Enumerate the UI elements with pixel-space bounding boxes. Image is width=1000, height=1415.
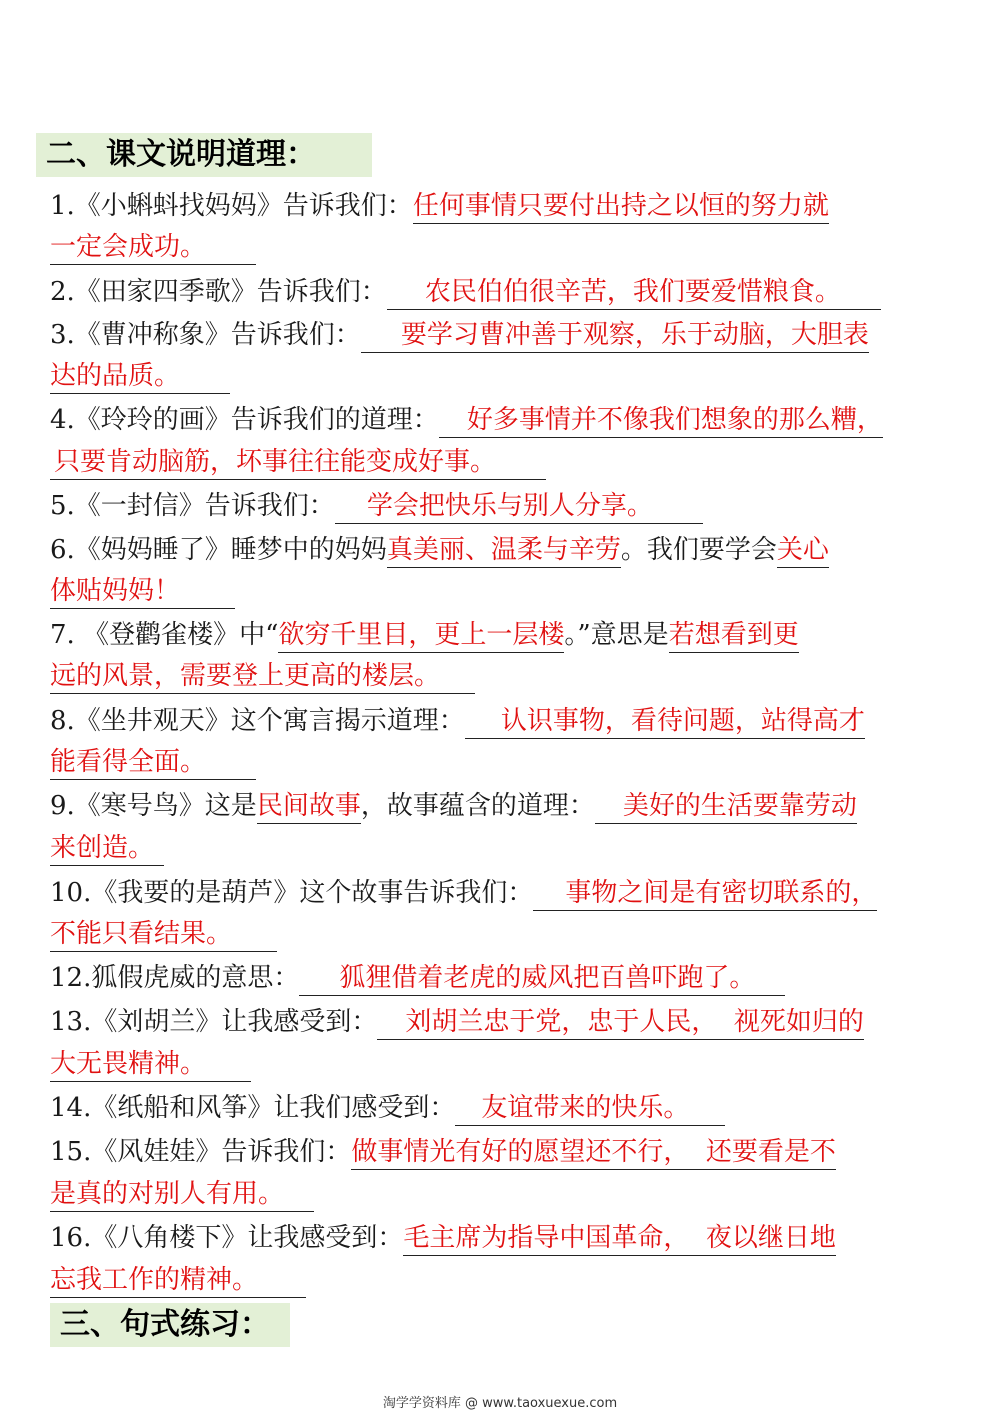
list-item-15: 15.《风娃娃》告诉我们：做事情光有好的愿望还不行， 还要看是不	[50, 1132, 836, 1172]
list-item-12: 12.狐假虎威的意思： 狐狸借着老虎的威风把百兽吓跑了。	[50, 958, 785, 998]
list-item-6-cont: 体贴妈妈！	[50, 571, 235, 611]
list-item-2: 2.《田家四季歌》告诉我们： 农民伯伯很辛苦，我们要爱惜粮食。	[50, 272, 881, 312]
list-item-9: 9.《寒号鸟》这是民间故事，故事蕴含的道理： 美好的生活要靠劳动	[50, 786, 857, 826]
list-item-13-cont: 大无畏精神。	[50, 1044, 251, 1084]
list-item-7: 7. 《登鹳雀楼》中“欲穷千里目，更上一层楼。”意思是若想看到更	[50, 615, 799, 655]
list-item-6: 6.《妈妈睡了》睡梦中的妈妈真美丽、温柔与辛劳。我们要学会关心	[50, 530, 829, 570]
list-item-3-cont: 达的品质。	[50, 356, 230, 396]
list-item-9-cont: 来创造。	[50, 828, 164, 868]
list-item-14: 14.《纸船和风筝》让我们感受到： 友谊带来的快乐。	[50, 1088, 725, 1128]
section-heading-3: 三、句式练习：	[50, 1303, 290, 1347]
page-footer: 淘学学资料库 @ www.taoxuexue.com	[382, 1396, 618, 1411]
list-item-10: 10.《我要的是葫芦》这个故事告诉我们： 事物之间是有密切联系的，	[50, 873, 877, 913]
list-item-3: 3.《曹冲称象》告诉我们： 要学习曹冲善于观察，乐于动脑，大胆表	[50, 315, 869, 355]
list-item-7-cont: 远的风景，需要登上更高的楼层。	[50, 656, 475, 696]
list-item-15-cont: 是真的对别人有用。	[50, 1174, 314, 1214]
section-heading-2: 二、课文说明道理：	[36, 133, 372, 177]
list-item-4-cont: 只要肯动脑筋，坏事往往能变成好事。	[50, 442, 546, 482]
list-item-4: 4.《玲玲的画》告诉我们的道理： 好多事情并不像我们想象的那么糟，	[50, 400, 883, 440]
list-item-8: 8.《坐井观天》这个寓言揭示道理： 认识事物，看待问题，站得高才	[50, 701, 865, 741]
list-item-16-cont: 忘我工作的精神。	[50, 1260, 306, 1300]
list-item-1-cont: 一定会成功。	[50, 227, 256, 267]
list-item-13: 13.《刘胡兰》让我感受到： 刘胡兰忠于党，忠于人民， 视死如归的	[50, 1002, 864, 1042]
list-item-8-cont: 能看得全面。	[50, 742, 256, 782]
list-item-5: 5.《一封信》告诉我们： 学会把快乐与别人分享。	[50, 486, 703, 526]
list-item-16: 16.《八角楼下》让我感受到：毛主席为指导中国革命， 夜以继日地	[50, 1218, 836, 1258]
list-item-10-cont: 不能只看结果。	[50, 914, 277, 954]
list-item-1: 1.《小蝌蚪找妈妈》告诉我们：任何事情只要付出持之以恒的努力就	[50, 186, 829, 226]
